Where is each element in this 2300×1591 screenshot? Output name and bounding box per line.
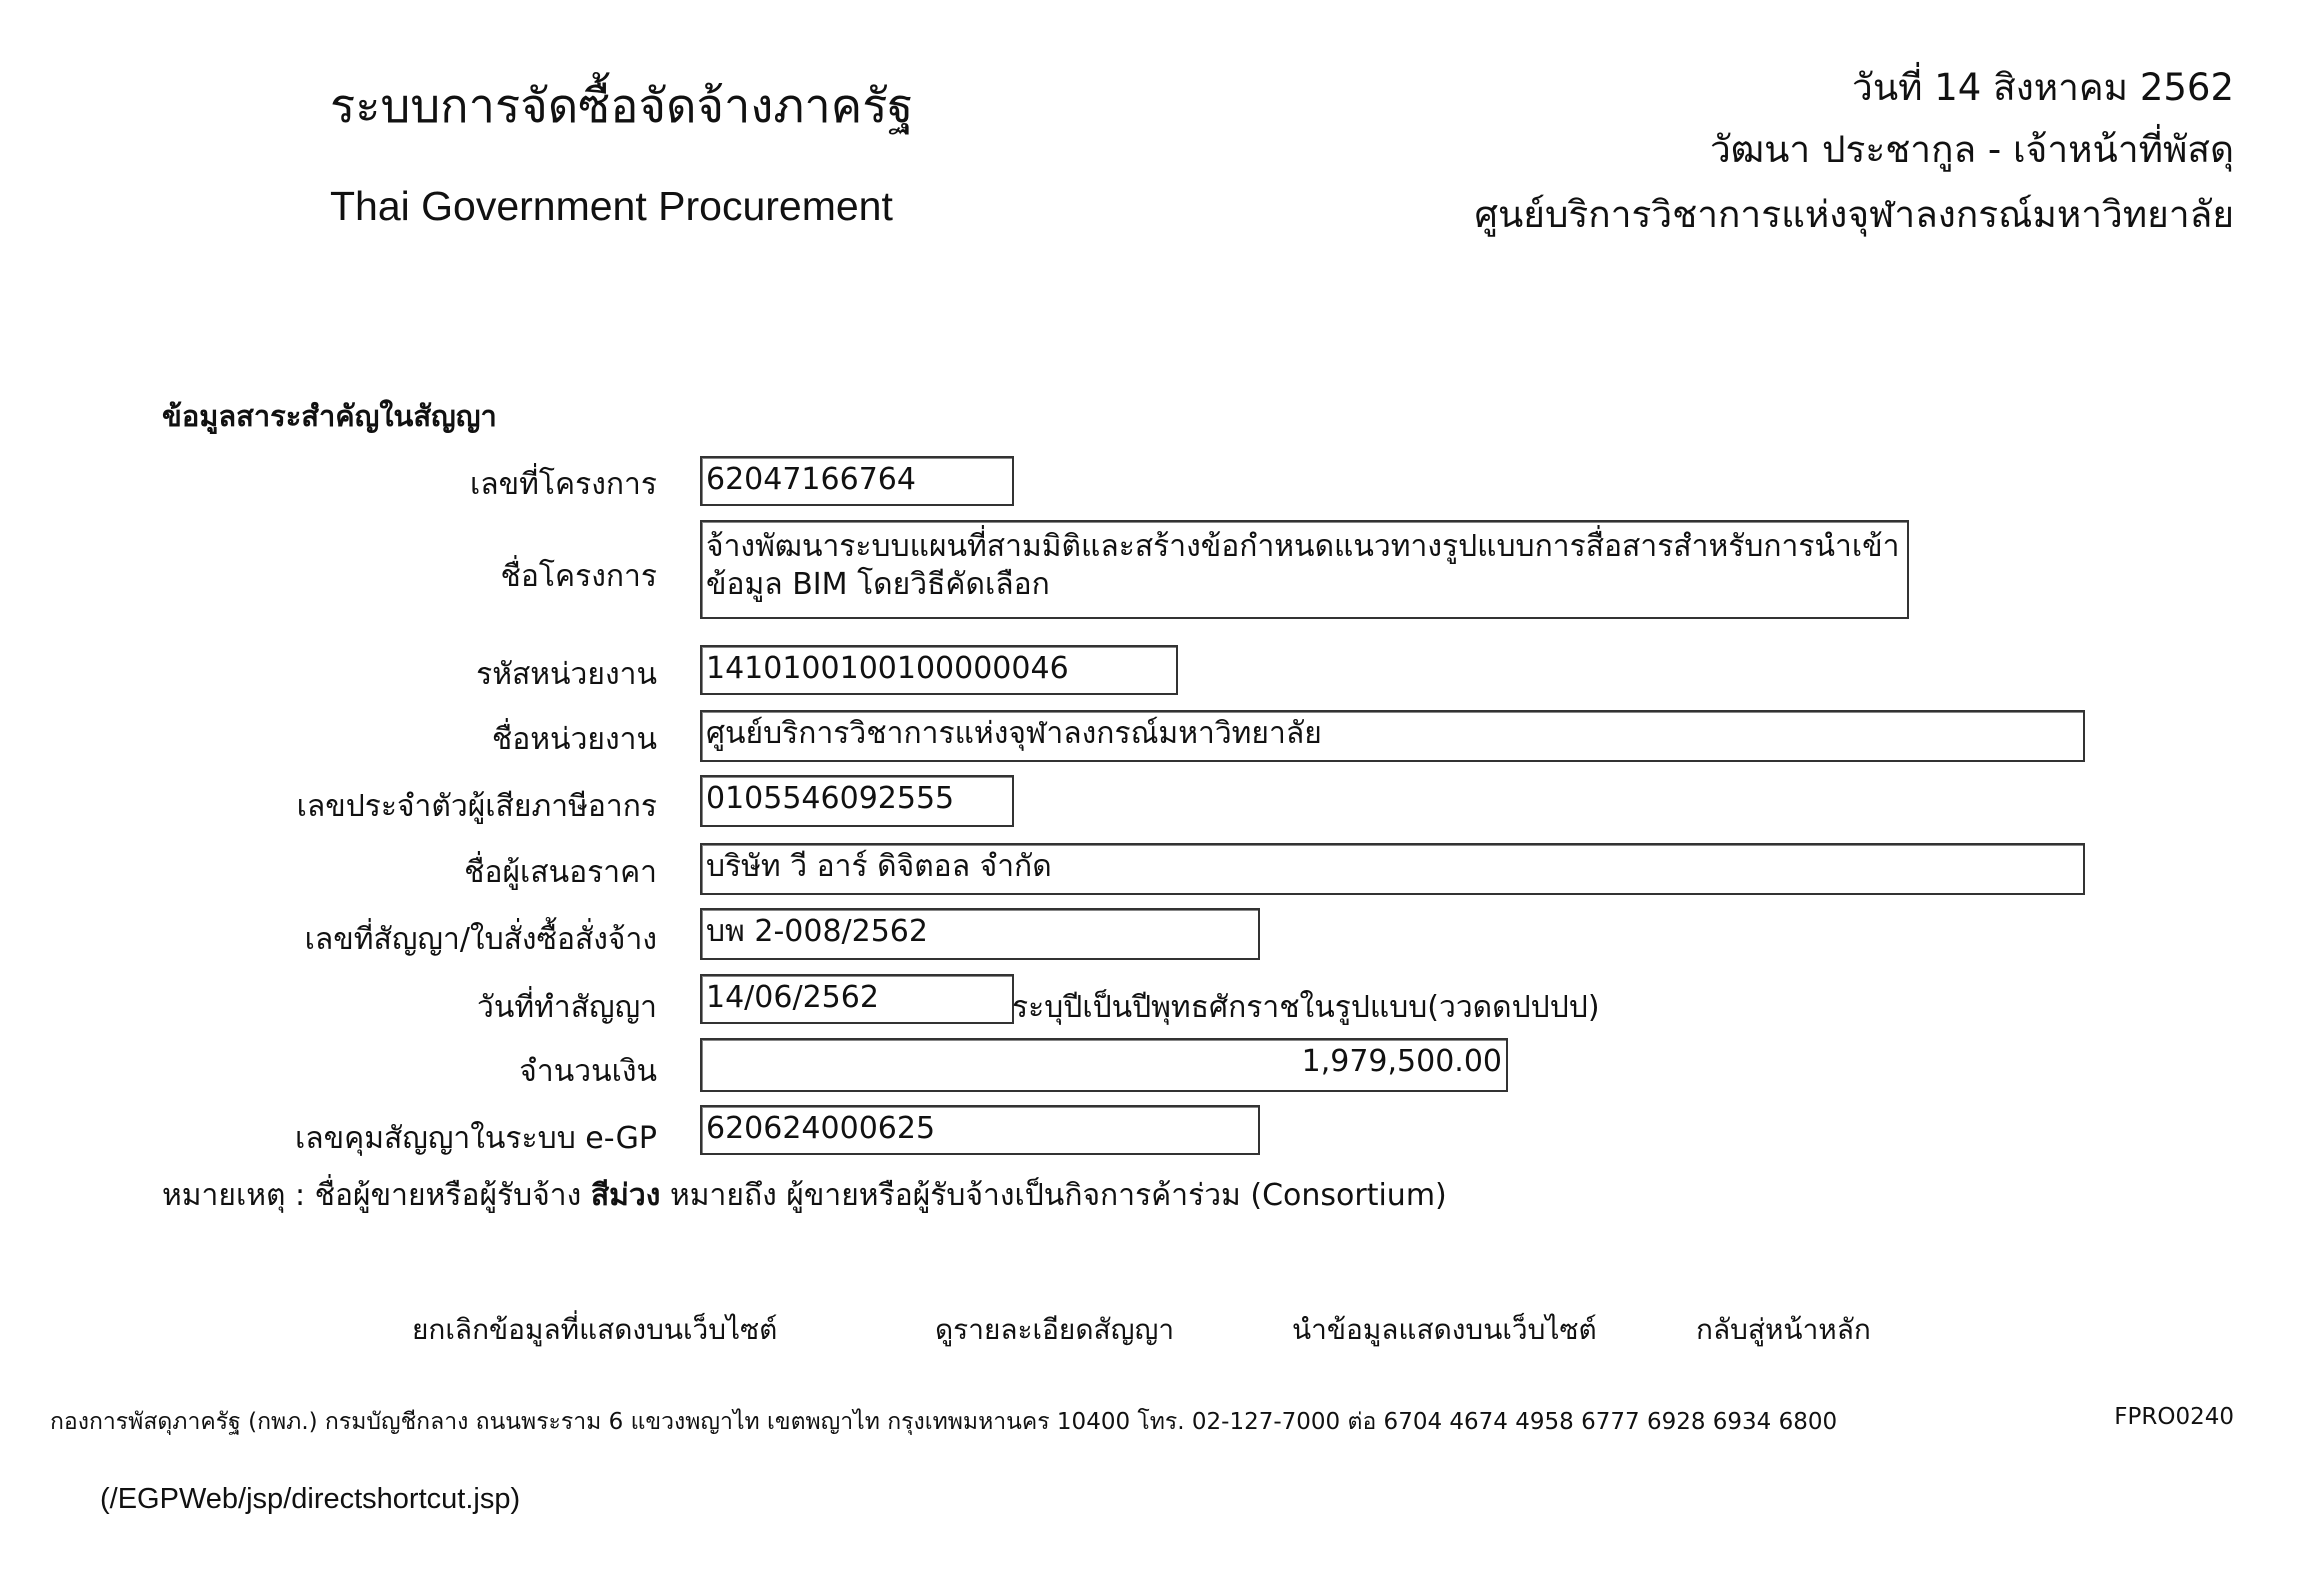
remark-note (162, 1172, 1447, 1219)
user-name: วัฒนา ประชากูล - เจ้าหน้าที่พัสดุ (1709, 128, 2234, 171)
egp-control-number-label: เลขคุมสัญญาในระบบ e-GP (295, 1121, 657, 1156)
system-title-english: Thai Government Procurement (330, 183, 893, 229)
contract-number-field[interactable]: บพ 2-008/2562 (700, 908, 1260, 960)
section-title: ข้อมูลสาระสำคัญในสัญญา (162, 399, 497, 433)
current-date: วันที่ 14 สิงหาคม 2562 (1852, 66, 2234, 109)
page-url: (/EGPWeb/jsp/directshortcut.jsp) (100, 1483, 521, 1515)
bidder-name-field[interactable]: บริษัท วี อาร์ ดิจิตอล จำกัด (700, 843, 2085, 895)
project-number-label: เลขที่โครงการ (470, 467, 657, 502)
publish-to-website-link[interactable]: นำข้อมูลแสดงบนเว็บไซต์ (1292, 1313, 1597, 1346)
agency-name-field[interactable]: ศูนย์บริการวิชาการแห่งจุฬาลงกรณ์มหาวิทยาลัย (700, 710, 2085, 762)
remark-highlight-purple: สีม่วง (590, 1178, 661, 1213)
bidder-name-label: ชื่อผู้เสนอราคา (464, 855, 657, 890)
egp-control-number-field[interactable]: 620624000625 (700, 1105, 1260, 1155)
remark-prefix: หมายเหตุ : ชื่อผู้ขายหรือผู้รับจ้าง (162, 1178, 582, 1213)
amount-field[interactable]: 1,979,500.00 (700, 1038, 1508, 1092)
footer-address: กองการพัสดุภาครัฐ (กพภ.) กรมบัญชีกลาง ถนนพระราม 6 แขวงพญาไท เขตพญาไท กรุงเทพมหานคร 10400 โทร. 02-127-7000 ต่อ 6704 4674 4958 6777 6928 6934 6800 (50, 1409, 1838, 1435)
amount-label: จำนวนเงิน (519, 1054, 657, 1089)
user-organization: ศูนย์บริการวิชาการแห่งจุฬาลงกรณ์มหาวิทยาลัย (1474, 193, 2234, 236)
system-title-thai: ระบบการจัดซื้อจัดจ้างภาครัฐ (330, 79, 914, 134)
project-name-field[interactable]: จ้างพัฒนาระบบแผนที่สามมิติและสร้างข้อกำหนดแนวทางรูปแบบการสื่อสารสำหรับการนำเข้าข้อมูล BIM โดยวิธีคัดเลือก (700, 520, 1909, 619)
contract-date-field[interactable]: 14/06/2562 (700, 974, 1014, 1024)
agency-code-label: รหัสหน่วยงาน (476, 657, 657, 692)
agency-name-label: ชื่อหน่วยงาน (491, 722, 657, 757)
tax-id-label: เลขประจำตัวผู้เสียภาษีอากร (296, 789, 657, 824)
agency-code-field[interactable]: 1410100100100000046 (700, 645, 1178, 695)
contract-number-label: เลขที่สัญญา/ใบสั่งซื้อสั่งจ้าง (304, 922, 657, 957)
back-to-home-link[interactable]: กลับสู่หน้าหลัก (1696, 1313, 1871, 1346)
remark-suffix: หมายถึง ผู้ขายหรือผู้รับจ้างเป็นกิจการค้าร่วม (Consortium) (669, 1178, 1447, 1213)
cancel-web-display-link[interactable]: ยกเลิกข้อมูลที่แสดงบนเว็บไซต์ (412, 1313, 778, 1346)
page-code: FPRO0240 (2114, 1404, 2234, 1430)
project-name-label: ชื่อโครงการ (500, 559, 657, 594)
tax-id-field[interactable]: 0105546092555 (700, 775, 1014, 827)
project-number-field[interactable]: 62047166764 (700, 456, 1014, 506)
date-format-hint: ระบุปีเป็นปีพุทธศักราชในรูปแบบ(ววดดปปปป) (1012, 990, 1600, 1025)
contract-date-label: วันที่ทำสัญญา (476, 990, 657, 1025)
view-contract-details-link[interactable]: ดูรายละเอียดสัญญา (935, 1313, 1175, 1346)
